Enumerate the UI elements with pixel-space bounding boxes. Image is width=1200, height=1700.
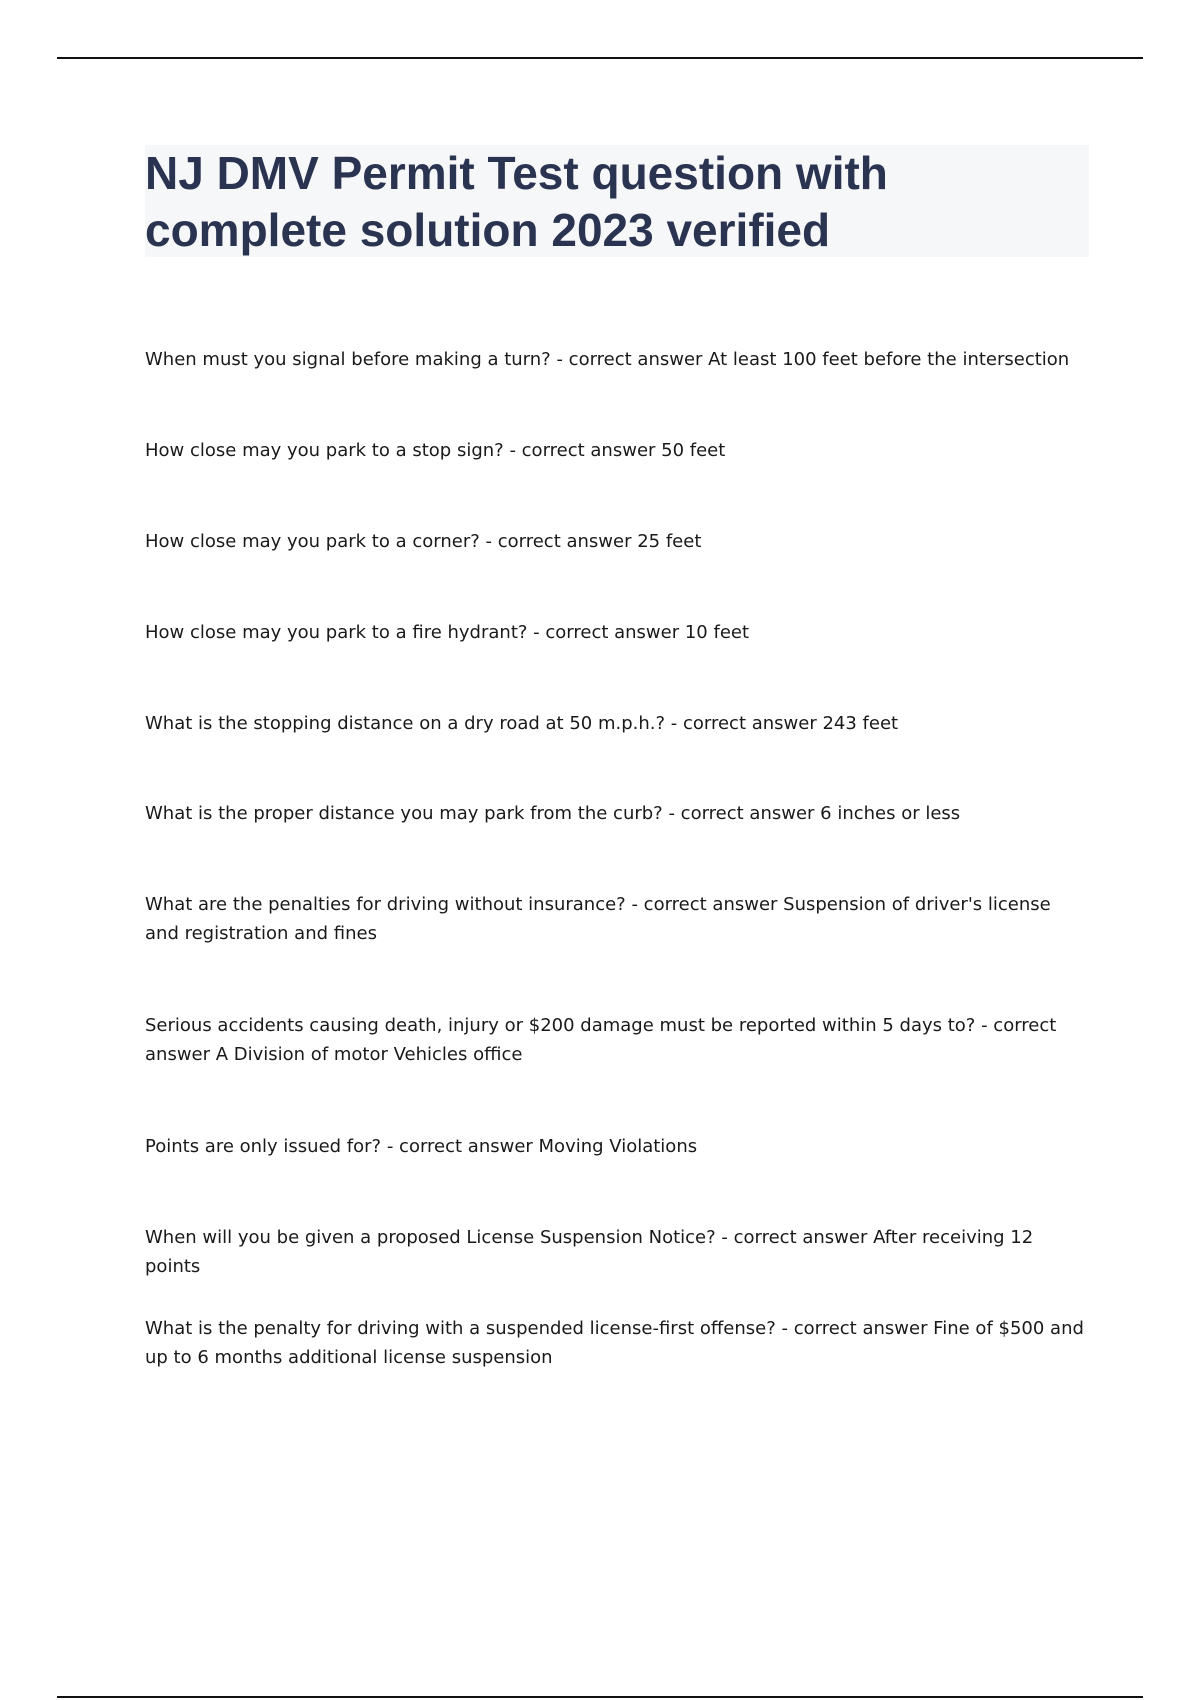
- question-item: When will you be given a proposed License Suspension Notice? - correct answer After receiving 12 points: [145, 1227, 1034, 1277]
- question-item: Points are only issued for? - correct answer Moving Violations: [145, 1136, 698, 1157]
- question-item: How close may you park to a fire hydrant? - correct answer 10 feet: [145, 622, 750, 643]
- question-item: How close may you park to a corner? - correct answer 25 feet: [145, 531, 702, 552]
- top-divider: [57, 57, 1143, 59]
- question-item: What is the proper distance you may park from the curb? - correct answer 6 inches or less: [145, 803, 961, 824]
- question-item: What is the penalty for driving with a suspended license-first offense? - correct answer Fine of $500 and up to 6 months additional license suspension: [145, 1318, 1084, 1368]
- bottom-divider: [57, 1696, 1143, 1698]
- document-title: NJ DMV Permit Test question with complete solution 2023 verified: [145, 147, 888, 256]
- question-item: When must you signal before making a turn? - correct answer At least 100 feet before the intersection: [145, 349, 1070, 370]
- question-item: Serious accidents causing death, injury or $200 damage must be reported within 5 days to? - correct answer A Division of motor Vehicles office: [145, 1015, 1057, 1065]
- question-item: What are the penalties for driving without insurance? - correct answer Suspension of driver's license and registration and fines: [145, 894, 1051, 944]
- title-banner: [145, 145, 1089, 257]
- question-item: What is the stopping distance on a dry road at 50 m.p.h.? - correct answer 243 feet: [145, 713, 899, 734]
- question-item: How close may you park to a stop sign? - correct answer 50 feet: [145, 440, 726, 461]
